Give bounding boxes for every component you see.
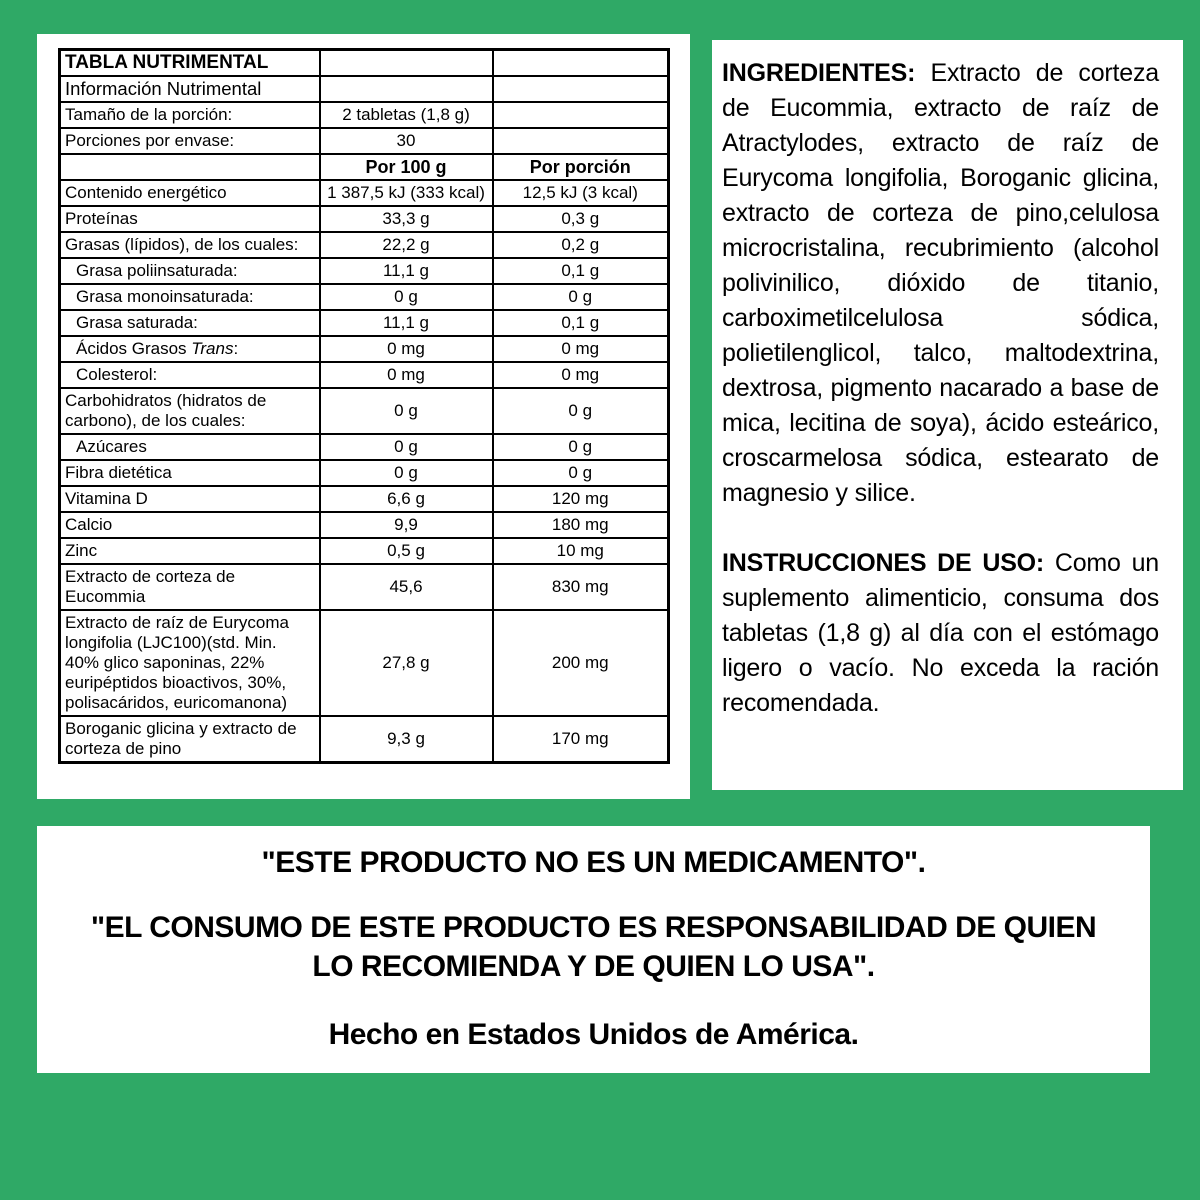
per-100g-cell: 27,8 g xyxy=(320,610,493,716)
row-label-cell: Calcio xyxy=(60,512,320,538)
per-portion-cell: 0 g xyxy=(493,434,669,460)
row-label-cell xyxy=(60,154,320,180)
row-label-cell: Grasa saturada: xyxy=(60,310,320,336)
ingredients-text: Extracto de corteza de Eucommia, extracto de raíz de Atractylodes, extracto de raíz de Eurycoma longifolia, Boroganic glicina, extracto de corteza de pino,celulosa microcristalina, recubrimiento (alcohol polivinilico, dióxido de titanio, carboximetilcelulosa sódica, polietilenglicol, talco, maltodextrina, dextrosa, pigmento nacarado a base de mica, lecitina de soya), ácido esteárico, croscarmelosa sódica, estearato de magnesio y silice. xyxy=(722,59,1159,507)
ingredients-heading: INGREDIENTES: xyxy=(722,59,916,87)
table-row xyxy=(60,50,669,77)
row-label-cell: Ácidos Grasos Trans: xyxy=(60,336,320,362)
nutrition-facts-panel xyxy=(37,34,690,799)
row-label-cell: Fibra dietética xyxy=(60,460,320,486)
row-label-cell: Información Nutrimental xyxy=(60,76,320,102)
table-row xyxy=(60,538,669,564)
row-label-cell: Contenido energético xyxy=(60,180,320,206)
per-portion-cell: 0,2 g xyxy=(493,232,669,258)
row-label-cell: Zinc xyxy=(60,538,320,564)
per-portion-cell: 180 mg xyxy=(493,512,669,538)
per-100g-cell: 11,1 g xyxy=(320,310,493,336)
per-portion-cell: 12,5 kJ (3 kcal) xyxy=(493,180,669,206)
per-portion-cell: 830 mg xyxy=(493,564,669,610)
per-portion-cell: 170 mg xyxy=(493,716,669,763)
per-100g-cell: 0 g xyxy=(320,434,493,460)
row-label-cell: Boroganic glicina y extracto de corteza de pino xyxy=(60,716,320,763)
row-label-cell: TABLA NUTRIMENTAL xyxy=(60,50,320,77)
nutrition-table xyxy=(58,48,670,764)
table-row xyxy=(60,610,669,716)
table-row xyxy=(60,180,669,206)
row-label-cell: Carbohidratos (hidratos de carbono), de los cuales: xyxy=(60,388,320,434)
per-portion-cell: 10 mg xyxy=(493,538,669,564)
per-100g-cell: 2 tabletas (1,8 g) xyxy=(320,102,493,128)
table-row xyxy=(60,564,669,610)
row-label-cell: Tamaño de la porción: xyxy=(60,102,320,128)
table-row xyxy=(60,388,669,434)
table-row xyxy=(60,486,669,512)
per-portion-cell: 0 g xyxy=(493,388,669,434)
per-100g-cell: 0 g xyxy=(320,284,493,310)
table-row xyxy=(60,434,669,460)
table-row xyxy=(60,716,669,763)
per-100g-cell: 0,5 g xyxy=(320,538,493,564)
ingredients-panel xyxy=(712,40,1183,790)
per-portion-cell xyxy=(493,50,669,77)
per-portion-cell: 120 mg xyxy=(493,486,669,512)
instructions-paragraph xyxy=(722,546,1159,721)
per-100g-cell xyxy=(320,76,493,102)
table-row xyxy=(60,232,669,258)
table-row xyxy=(60,206,669,232)
per-portion-cell: 0 mg xyxy=(493,362,669,388)
per-portion-cell: Por porción xyxy=(493,154,669,180)
per-100g-cell: 0 g xyxy=(320,388,493,434)
table-row xyxy=(60,336,669,362)
per-100g-cell: 11,1 g xyxy=(320,258,493,284)
row-label-cell: Grasa poliinsaturada: xyxy=(60,258,320,284)
instructions-text: Como un suplemento alimenticio, consuma dos tabletas (1,8 g) al día con el estómago ligero o vacío. No exceda la ración recomendada. xyxy=(722,549,1159,717)
per-100g-cell: 1 387,5 kJ (333 kcal) xyxy=(320,180,493,206)
row-label-cell: Colesterol: xyxy=(60,362,320,388)
made-in-line: Hecho en Estados Unidos de América. xyxy=(328,1018,859,1051)
nutrition-table-body xyxy=(60,50,669,763)
per-portion-cell: 0,1 g xyxy=(493,310,669,336)
table-row xyxy=(60,310,669,336)
per-100g-cell: 9,9 xyxy=(320,512,493,538)
per-portion-cell: 0,1 g xyxy=(493,258,669,284)
row-label-cell: Extracto de raíz de Eurycoma longifolia (LJC100)(std. Min. 40% glico saponinas, 22% euripéptidos bioactivos, 30%, polisacáridos, euricomanona) xyxy=(60,610,320,716)
per-100g-cell: 45,6 xyxy=(320,564,493,610)
table-row xyxy=(60,258,669,284)
per-portion-cell: 0 g xyxy=(493,460,669,486)
per-100g-cell: 6,6 g xyxy=(320,486,493,512)
per-100g-cell: Por 100 g xyxy=(320,154,493,180)
table-row xyxy=(60,362,669,388)
disclaimer-statement-1: "ESTE PRODUCTO NO ES UN MEDICAMENTO". xyxy=(261,846,926,879)
per-100g-cell: 0 mg xyxy=(320,336,493,362)
per-100g-cell: 9,3 g xyxy=(320,716,493,763)
row-label-cell: Porciones por envase: xyxy=(60,128,320,154)
table-row xyxy=(60,154,669,180)
row-label-cell: Vitamina D xyxy=(60,486,320,512)
row-label-cell: Grasa monoinsaturada: xyxy=(60,284,320,310)
instructions-heading: INSTRUCCIONES DE USO: xyxy=(722,549,1045,577)
row-label-cell: Proteínas xyxy=(60,206,320,232)
ingredients-paragraph xyxy=(722,56,1159,511)
per-portion-cell: 0 g xyxy=(493,284,669,310)
table-row xyxy=(60,76,669,102)
per-portion-cell xyxy=(493,76,669,102)
table-row xyxy=(60,284,669,310)
per-portion-cell xyxy=(493,102,669,128)
table-row xyxy=(60,460,669,486)
per-portion-cell xyxy=(493,128,669,154)
per-100g-cell xyxy=(320,50,493,77)
per-portion-cell: 0 mg xyxy=(493,336,669,362)
per-100g-cell: 0 mg xyxy=(320,362,493,388)
per-100g-cell: 30 xyxy=(320,128,493,154)
row-label-cell: Grasas (lípidos), de los cuales: xyxy=(60,232,320,258)
per-100g-cell: 33,3 g xyxy=(320,206,493,232)
disclaimer-panel xyxy=(37,826,1150,1073)
table-row xyxy=(60,512,669,538)
per-100g-cell: 22,2 g xyxy=(320,232,493,258)
per-portion-cell: 200 mg xyxy=(493,610,669,716)
table-row xyxy=(60,102,669,128)
table-row xyxy=(60,128,669,154)
per-100g-cell: 0 g xyxy=(320,460,493,486)
per-portion-cell: 0,3 g xyxy=(493,206,669,232)
row-label-cell: Azúcares xyxy=(60,434,320,460)
disclaimer-statement-2: "EL CONSUMO DE ESTE PRODUCTO ES RESPONSABILIDAD DE QUIEN LO RECOMIENDA Y DE QUIEN LO USA". xyxy=(90,911,1097,983)
row-label-cell: Extracto de corteza de Eucommia xyxy=(60,564,320,610)
